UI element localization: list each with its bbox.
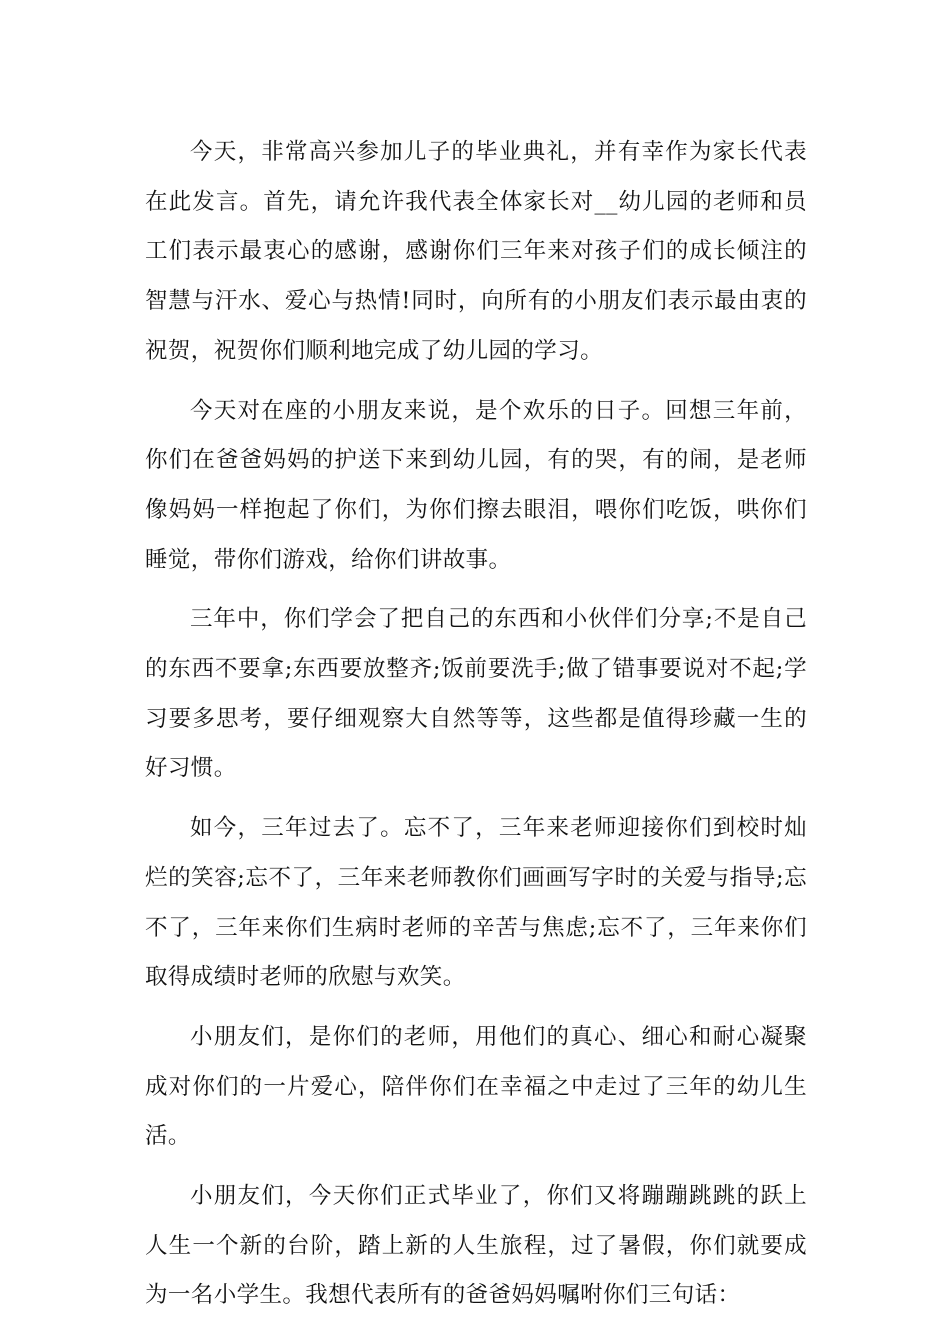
paragraph-4: 如今，三年过去了。忘不了，三年来老师迎接你们到校时灿烂的笑容;忘不了，三年来老师教你们画画写字时的关爱与指导;忘不了，三年来你们生病时老师的辛苦与焦虑;忘不了，三年来你们取得成绩时老师的欣慰与欢笑。	[145, 815, 807, 991]
document-body	[145, 128, 807, 1331]
paragraph-3: 三年中，你们学会了把自己的东西和小伙伴们分享;不是自己的东西不要拿;东西要放整齐;饭前要洗手;做了错事要说对不起;学习要多思考，要仔细观察大自然等等，这些都是值得珍藏一生的好习惯。	[145, 606, 807, 782]
paragraph-1: 今天，非常高兴参加儿子的毕业典礼，并有幸作为家长代表在此发言。首先，请允许我代表全体家长对__幼儿园的老师和员工们表示最衷心的感谢，感谢你们三年来对孩子们的成长倾注的智慧与汗水、爱心与热情!同时，向所有的小朋友们表示最由衷的祝贺，祝贺你们顺利地完成了幼儿园的学习。	[145, 139, 807, 364]
paragraph-2: 今天对在座的小朋友来说，是个欢乐的日子。回想三年前，你们在爸爸妈妈的护送下来到幼儿园，有的哭，有的闹，是老师像妈妈一样抱起了你们，为你们擦去眼泪，喂你们吃饭，哄你们睡觉，带你们游戏，给你们讲故事。	[145, 397, 807, 573]
paragraph-6: 小朋友们，今天你们正式毕业了，你们又将蹦蹦跳跳的跃上人生一个新的台阶，踏上新的人生旅程，过了暑假，你们就要成为一名小学生。我想代表所有的爸爸妈妈嘱咐你们三句话：	[145, 1183, 807, 1309]
paragraph-5: 小朋友们，是你们的老师，用他们的真心、细心和耐心凝聚成对你们的一片爱心，陪伴你们在幸福之中走过了三年的幼儿生活。	[145, 1023, 807, 1150]
